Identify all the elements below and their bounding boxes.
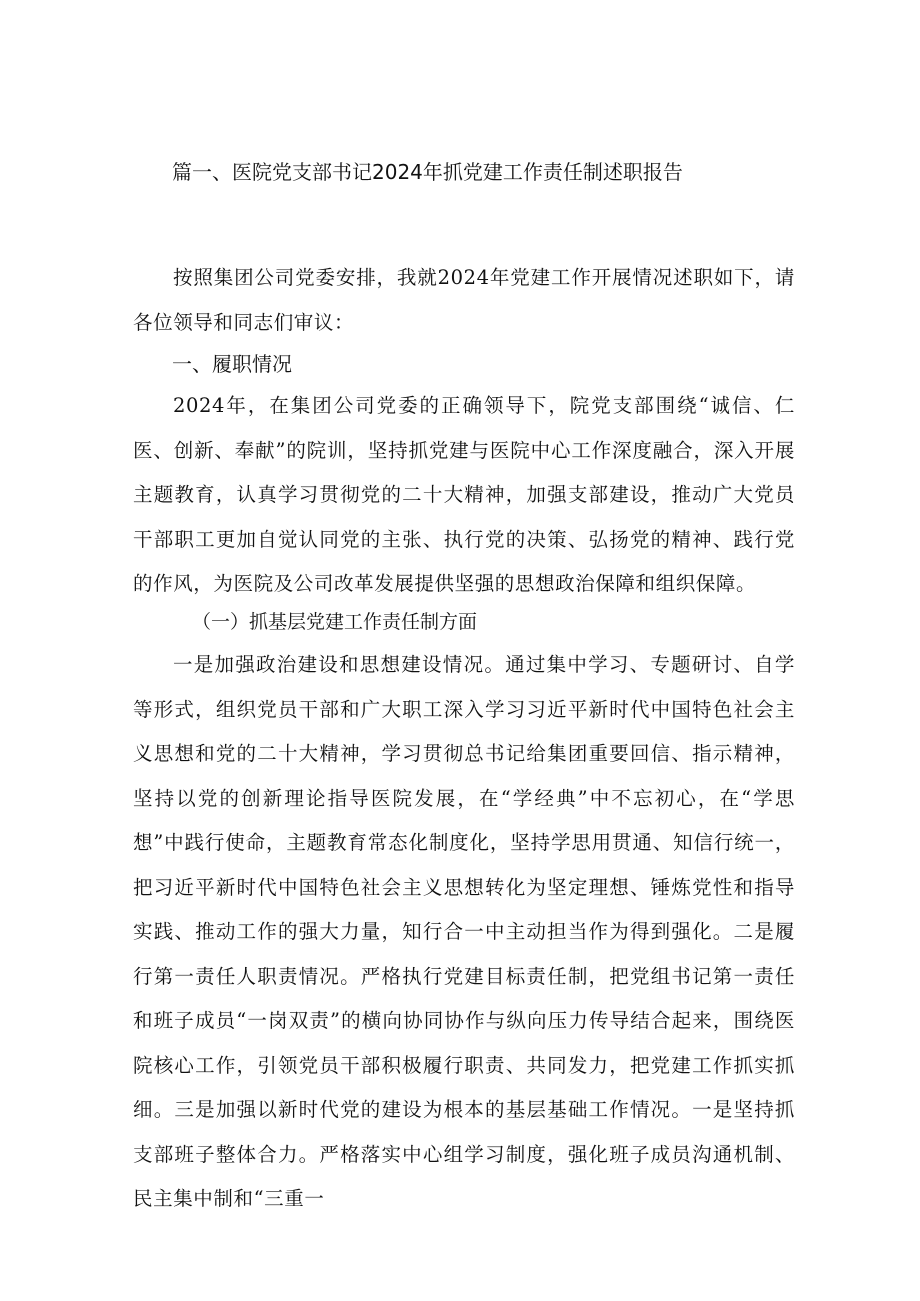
- subsection-heading-responsibility: （一）抓基层党建工作责任制方面: [192, 611, 478, 633]
- section-paragraph-overview: 2024年，在集团公司党委的正确领导下，院党支部围绕“诚信、仁医、创新、奉献”的院训，坚持抓党建与医院中心工作深度融合，深入开展主题教育，认真学习贯彻党的二十大精神，加强支部建设，推动广大党员干部职工更加自觉认同党的主张、执行党的决策、弘扬党的精神、践行党的作风，为医院及公司改革发展提供坚强的思想政治保障和组织保障。: [133, 394, 795, 595]
- intro-paragraph: 按照集团公司党委安排，我就2024年党建工作开展情况述职如下，请各位领导和同志们审议：: [133, 266, 795, 334]
- document-title: 篇一、医院党支部书记2024年抓党建工作责任制述职报告: [172, 160, 683, 184]
- section-heading-performance: 一、履职情况: [172, 352, 292, 376]
- subsection-paragraph-details: 一是加强政治建设和思想建设情况。通过集中学习、专题研讨、自学等形式，组织党员干部和广大职工深入学习习近平新时代中国特色社会主义思想和党的二十大精神，学习贯彻总书记给集团重要回信、指示精神，坚持以党的创新理论指导医院发展，在“学经典”中不忘初心，在“学思想”中践行使命，主题教育常态化制度化，坚持学思用贯通、知信行统一，把习近平新时代中国特色社会主义思想转化为坚定理想、锤炼党性和指导实践、推动工作的强大力量，知行合一中主动担当作为得到强化。二是履行第一责任人职责情况。严格执行党建目标责任制，把党组书记第一责任和班子成员“一岗双责”的横向协同协作与纵向压力传导结合起来，围绕医院核心工作，引领党员干部积极履行职责、共同发力，把党建工作抓实抓细。三是加强以新时代党的建设为根本的基层基础工作情况。一是坚持抓支部班子整体合力。严格落实中心组学习制度，强化班子成员沟通机制、民主集中制和“三重一: [133, 653, 795, 1210]
